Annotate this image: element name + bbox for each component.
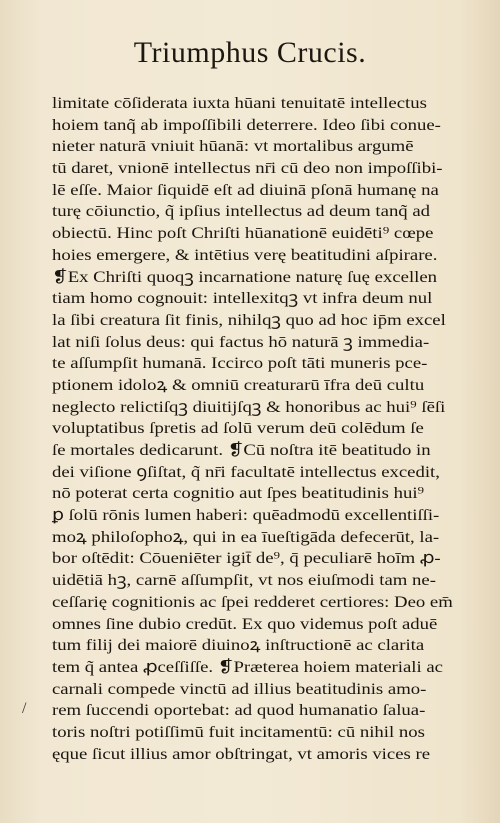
text-line: voluptatibus ſpretis ad ſolū verum deū colēdum ſe <box>52 418 424 438</box>
text-line: neglecto relictiſqꝫ diuitijſqꝫ & honoribus ac hui⁹ ſēſi <box>52 396 446 416</box>
text-line: obiectū. Hinc poſt Chriſti hūanationē euidēti⁹ cœpe <box>52 223 434 243</box>
text-line: carnali compede vinctū ad illius beatitudinis amo- <box>52 678 427 698</box>
text-line: nieter naturā vniuit hūanā: vt mortalibus argumē <box>52 136 414 156</box>
text-line: uidētiā hꝫ, carnē aſſumpſit, vt nos eiuſmodi tam ne- <box>52 570 436 590</box>
running-title: Triumphus Crucis. <box>133 36 367 69</box>
text-line: ceſſarię cognitionis ac ſpei redderet certiores: Deo em̄ <box>52 591 453 611</box>
text-line: ptionem idoloꝝ & omniū creaturarū īfra deū cultu <box>52 374 425 394</box>
text-line: limitate cōſiderata iuxta hūani tenuitatē intellectus <box>52 93 427 112</box>
text-line: nō poterat certa cognitio aut ſpes beatitudinis hui⁹ <box>52 483 425 503</box>
text-line: hoies emergere, & intētius verę beatitudini aſpirare. <box>52 244 438 264</box>
text-line: moꝝ philoſophoꝝ, qui in ea īueſtigāda defecerūt, la- <box>52 526 440 546</box>
text-line: turę cōiunctio, q̃ ipſius intellectus ad deum tanq̃ ad <box>52 201 431 221</box>
text-line: tem q̃ antea ꝓceſſiſſe. ❡Præterea hoiem materiali ac <box>52 656 443 676</box>
text-line: ❡Ex Chriſti quoqꝫ incarnatione naturę ſuę excellen <box>52 266 438 286</box>
text-line: te aſſumpſit humanā. Iccirco poſt tāti muneris pce- <box>52 353 428 373</box>
text-line: omnes ſine dubio credūt. Ex quo videmus poſt aduē <box>52 613 438 633</box>
text-line: la ſibi creatura ſit finis, nihilqꝫ quo ad hoc ip̄m excel <box>52 309 446 329</box>
text-line: toris noſtri potiſſimū fuit incitamentū: cū nihil nos <box>52 721 425 741</box>
text-line: ꝑ ſolū rōnis lumen haberi: quēadmodū excellentiſſi- <box>52 505 440 525</box>
text-line: lē eſſe. Maior ſiquidē eſt ad diuinā pſonā humanę na <box>52 179 439 199</box>
text-line: tum filij dei maiorē diuinoꝝ inſtructionē ac clarita <box>52 635 425 655</box>
text-line: tū daret, vnionē intellectus nr̄i cū deo non impoſſibi- <box>52 158 443 178</box>
text-line: hoiem tanq̃ ab impoſſibili deterrere. Ideo ſibi conue- <box>52 114 441 134</box>
text-line: rem ſuccendi oportebat: ad quod humanatio ſalua- <box>52 700 426 720</box>
text-line: dei viſione ꝯſiſtat, q̃ nr̄i facultatē intellectus excedit, <box>52 461 440 481</box>
text-line: ęque ſicut illius amor obſtringat, vt amoris vices re <box>52 743 431 763</box>
text-line: lat niſi ſolus deus: qui factus hō naturā ꝫ immedia- <box>52 331 430 351</box>
text-line: bor oſtēdit: Cōueniēter igit̄ de⁹, q̄ peculiarē hoīm ꝓ- <box>52 548 441 568</box>
text-body <box>52 92 472 764</box>
text-line: ſe mortales dedicarunt. ❡Cū noſtra itē beatitudo in <box>52 440 431 459</box>
text-line: tiam homo cognouit: intellexitqꝫ vt infra deum nul <box>52 288 433 308</box>
margin-mark: / <box>22 700 27 717</box>
